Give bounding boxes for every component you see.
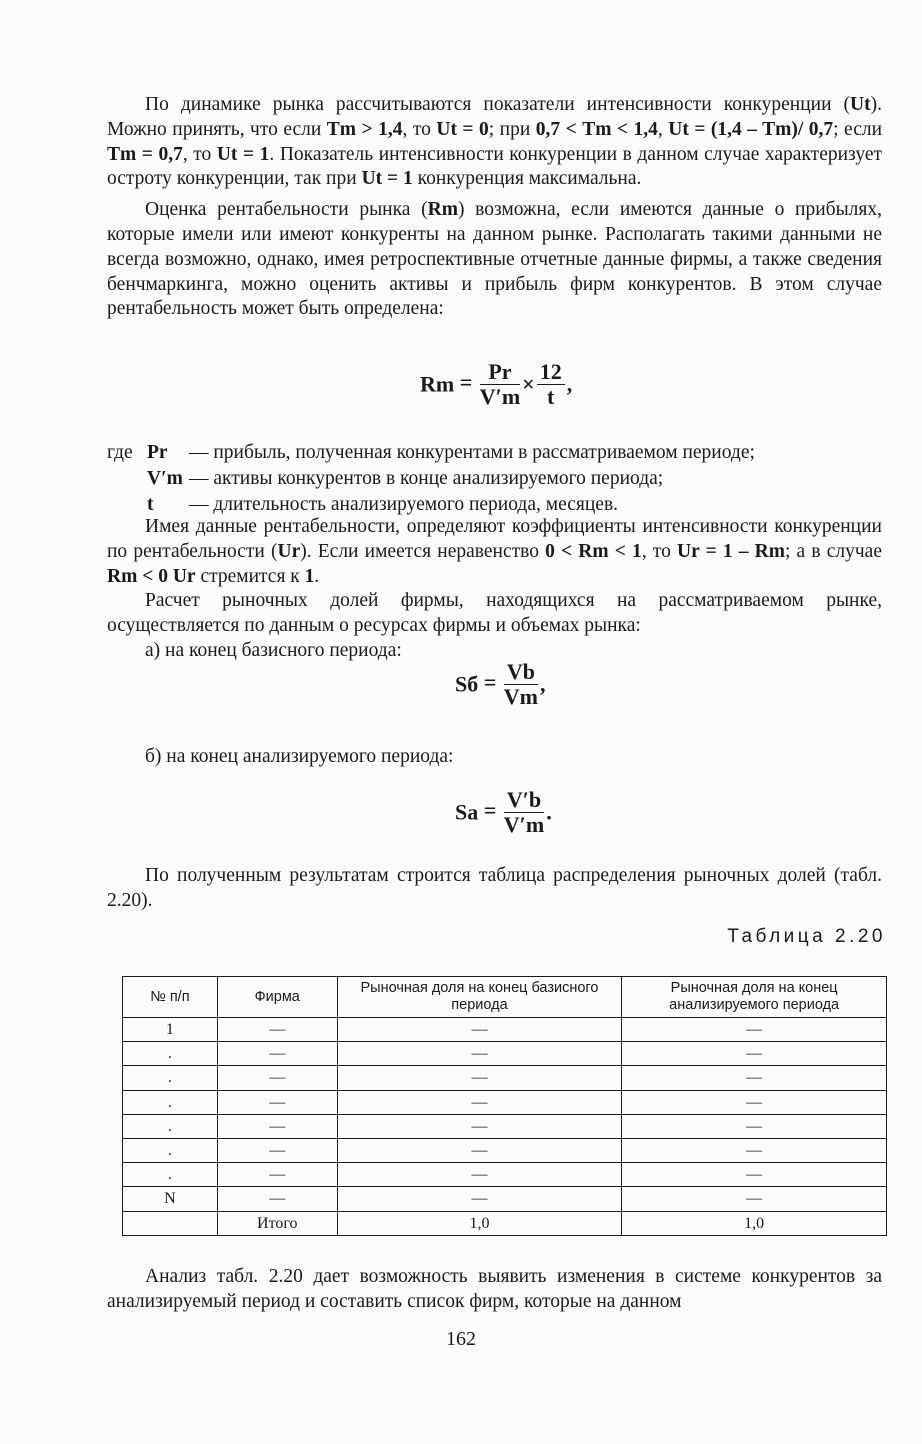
table-caption: Таблица 2.20 [727,926,886,947]
paragraph-analysis: Анализ табл. 2.20 дает возможность выявить изменения в системе конкурентов за анализируемый период и составить список фирм, которые на данном [107,1266,882,1312]
item-b-label: б) на конец анализируемого периода: [145,746,454,767]
legend-where [107,440,882,518]
item-a-label: а) на конец базисного периода: [145,639,402,661]
header-number: № п/п [123,977,218,1018]
text-block-middle [107,515,882,664]
table-row: N — — — [123,1187,887,1211]
where-row-pr: где Pr — прибыль, полученная конкурентами в рассматриваемом периоде; [107,442,755,463]
where-row-vm: V′m — активы конкурентов в конце анализируемого периода; [147,468,664,489]
table-row: 1 — — — [123,1018,887,1042]
paragraph-shares: Расчет рыночных долей фирмы, находящихся на рассматриваемом рынке, осуществляется по данным о ресурсах фирмы и объемах рынка: [107,590,882,637]
table-row: . — — — [123,1042,887,1066]
formula-rm: Rm = $\frac{Pr}{V'm}$ × $\frac{12}{t}$ , [420,359,573,409]
table-row: . — — — [123,1138,887,1162]
table-total-row: Итого 1,0 1,0 [123,1211,887,1235]
header-firm: Фирма [217,977,337,1018]
text-block-top [107,93,882,322]
table-row: . — — — [123,1163,887,1187]
item-b-block [107,745,882,770]
formula-sa: Sa = $\frac{V'b}{V'm}$ . [455,787,552,837]
header-base-share: Рыночная доля на конец базисного периода [337,977,622,1018]
page-number: 162 [446,1328,476,1350]
table-row: . — — — [123,1090,887,1114]
table-header-row [123,977,887,1018]
paragraph-competition: Имея данные рентабельности, определяют коэффициенты интенсивности конкуренции по рентабельности (Ur). Если имеется неравенство 0 < Rm < 1, то Ur = 1 – Rm; а в случае Rm < 0 Ur стремится к 1. [107,516,882,587]
paragraph-table-intro: По полученным результатам строится таблица распределения рыночных долей (табл. 2.20). [107,865,882,911]
market-shares-table [122,976,887,1236]
paragraph-profitability: Оценка рентабельности рынка (Rm) возможна, если имеются данные о прибылях, которые имели или имеют конкуренты на данном рынке. Располагать такими данными не всегда возможно, однако, имея ретроспективные отчетные данные фирмы, а также сведения бенчмаркинга, можно оценить активы и прибыль фирм конкурентов. В этом случае рентабельность может быть определена: [107,199,882,320]
where-row-t: t — длительность анализируемого периода, месяцев. [147,494,619,515]
text-block-bottom [107,1265,882,1315]
formula-sb: Sб = $\frac{Vb}{Vm}$ , [455,659,546,709]
paragraph-intensity: По динамике рынка рассчитываются показатели интенсивности конкуренции (Ut). Можно принять, что если Tm > 1,4, то Ut = 0; при 0,7 < Tm < 1,4, Ut = (1,4 – Tm)/ 0,7; если Tm = 0,7, то Ut = 1. Показатель интенсивности конкуренции в данном случае характеризует остроту конкуренции, так при Ut = 1 конкуренция максимальна. [107,94,883,190]
header-analyzed-share: Рыночная доля на конец анализируемого периода [622,977,887,1018]
text-block-table-intro [107,864,882,914]
table-row: . — — — [123,1066,887,1090]
table-row: . — — — [123,1114,887,1138]
